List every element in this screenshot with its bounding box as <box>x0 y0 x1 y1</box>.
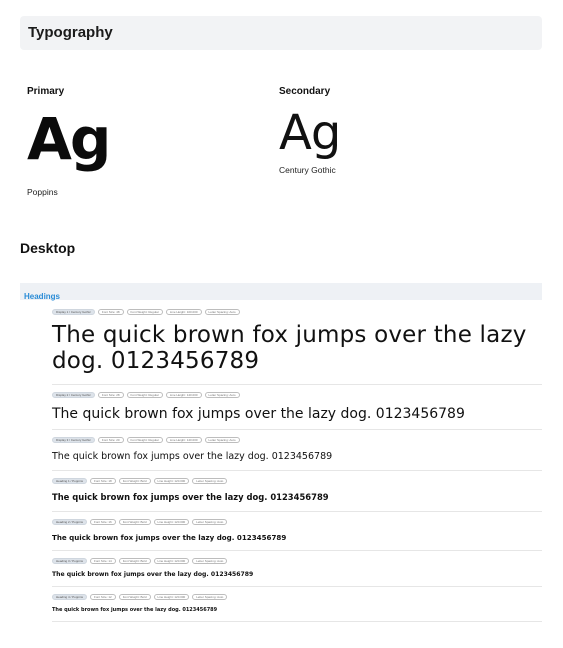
subsection-header-headings <box>20 283 542 300</box>
spec-tag: Letter Spacing: Auto <box>192 478 227 484</box>
section-title-desktop: Desktop <box>20 240 76 256</box>
secondary-font-sample: Ag <box>279 105 341 161</box>
spec-tag: Letter Spacing: Auto <box>192 519 227 525</box>
spec-tag: Line Height: 120.000 <box>154 558 190 564</box>
spec-tag: Line Height: 100.000 <box>166 309 202 315</box>
style-tag: Heading 2 / Poppins <box>52 519 87 525</box>
spec-tag: Font Weight: Bold <box>119 519 151 525</box>
style-tag: Heading 4 / Poppins <box>52 594 87 600</box>
style-tag: Heading 1 / Poppins <box>52 478 87 484</box>
spec-tag: Font Size: 14 <box>90 558 116 564</box>
primary-font-name: Poppins <box>27 187 58 197</box>
spec-tag: Font Weight: Regular <box>127 309 163 315</box>
spec-tag: Line Height: 120.000 <box>154 478 190 484</box>
page-title: Typography <box>28 24 113 41</box>
spec-tag: Font Weight: Regular <box>127 437 163 443</box>
type-sample: The quick brown fox jumps over the lazy dog. 0123456789 <box>52 406 465 422</box>
spec-tag: Font Size: 18 <box>90 478 116 484</box>
spec-tag: Font Weight: Bold <box>119 558 151 564</box>
spec-tag: Line Height: 120.000 <box>154 519 190 525</box>
spec-tags <box>52 518 542 526</box>
type-row-display-1 <box>52 306 542 385</box>
spec-tag: Letter Spacing: Auto <box>192 558 227 564</box>
spec-tags <box>52 308 542 316</box>
type-row-heading-4 <box>52 587 542 622</box>
typography-header <box>20 16 542 50</box>
secondary-font-name: Century Gothic <box>279 165 336 175</box>
spec-tag: Letter Spacing: Auto <box>192 594 227 600</box>
type-sample: The quick brown fox jumps over the lazy dog. 0123456789 <box>52 533 287 542</box>
type-row-display-2 <box>52 385 542 430</box>
type-scale-list <box>52 306 542 622</box>
spec-tags <box>52 436 542 444</box>
spec-tag: Font Size: 48 <box>98 309 124 315</box>
style-tag: Display 3 / Century Gothic <box>52 437 95 443</box>
subsection-label: Headings <box>24 292 61 301</box>
spec-tag: Font Size: 12 <box>90 594 116 600</box>
type-sample: The quick brown fox jumps over the lazy dog. 0123456789 <box>52 451 333 462</box>
spec-tag: Font Weight: Bold <box>119 478 151 484</box>
spec-tag: Font Size: 28 <box>98 392 124 398</box>
primary-font-role: Primary <box>27 86 65 97</box>
spec-tags <box>52 477 542 485</box>
spec-tag: Font Size: 20 <box>98 437 124 443</box>
style-tag: Heading 3 / Poppins <box>52 558 87 564</box>
spec-tag: Line Height: 120.000 <box>154 594 190 600</box>
type-row-heading-2 <box>52 512 542 551</box>
primary-font-sample: Ag <box>27 105 110 173</box>
primary-font-card <box>27 86 109 197</box>
spec-tags <box>52 593 542 601</box>
spec-tag: Letter Spacing: Auto <box>205 309 240 315</box>
type-row-display-3 <box>52 430 542 471</box>
spec-tag: Letter Spacing: Auto <box>205 392 240 398</box>
type-sample: The quick brown fox jumps over the lazy dog. 0123456789 <box>52 492 329 502</box>
type-sample: The quick brown fox jumps over the lazy dog. 0123456789 <box>52 607 218 613</box>
style-tag: Display 2 / Century Gothic <box>52 392 95 398</box>
secondary-font-card <box>279 86 340 175</box>
type-row-heading-3 <box>52 551 542 587</box>
type-sample: The quick brown fox jumps over the lazy dog. 0123456789 <box>52 322 527 374</box>
type-row-heading-1 <box>52 471 542 512</box>
style-tag: Display 1 / Century Gothic <box>52 309 95 315</box>
type-sample: The quick brown fox jumps over the lazy dog. 0123456789 <box>52 571 254 578</box>
spec-tag: Font Size: 16 <box>90 519 116 525</box>
secondary-font-role: Secondary <box>279 86 331 97</box>
spec-tags <box>52 557 542 565</box>
spec-tag: Letter Spacing: Auto <box>205 437 240 443</box>
spec-tag: Line Height: 140.000 <box>166 437 202 443</box>
spec-tag: Line Height: 140.000 <box>166 392 202 398</box>
spec-tag: Font Weight: Bold <box>119 594 151 600</box>
spec-tag: Font Weight: Regular <box>127 392 163 398</box>
spec-tags <box>52 391 542 399</box>
